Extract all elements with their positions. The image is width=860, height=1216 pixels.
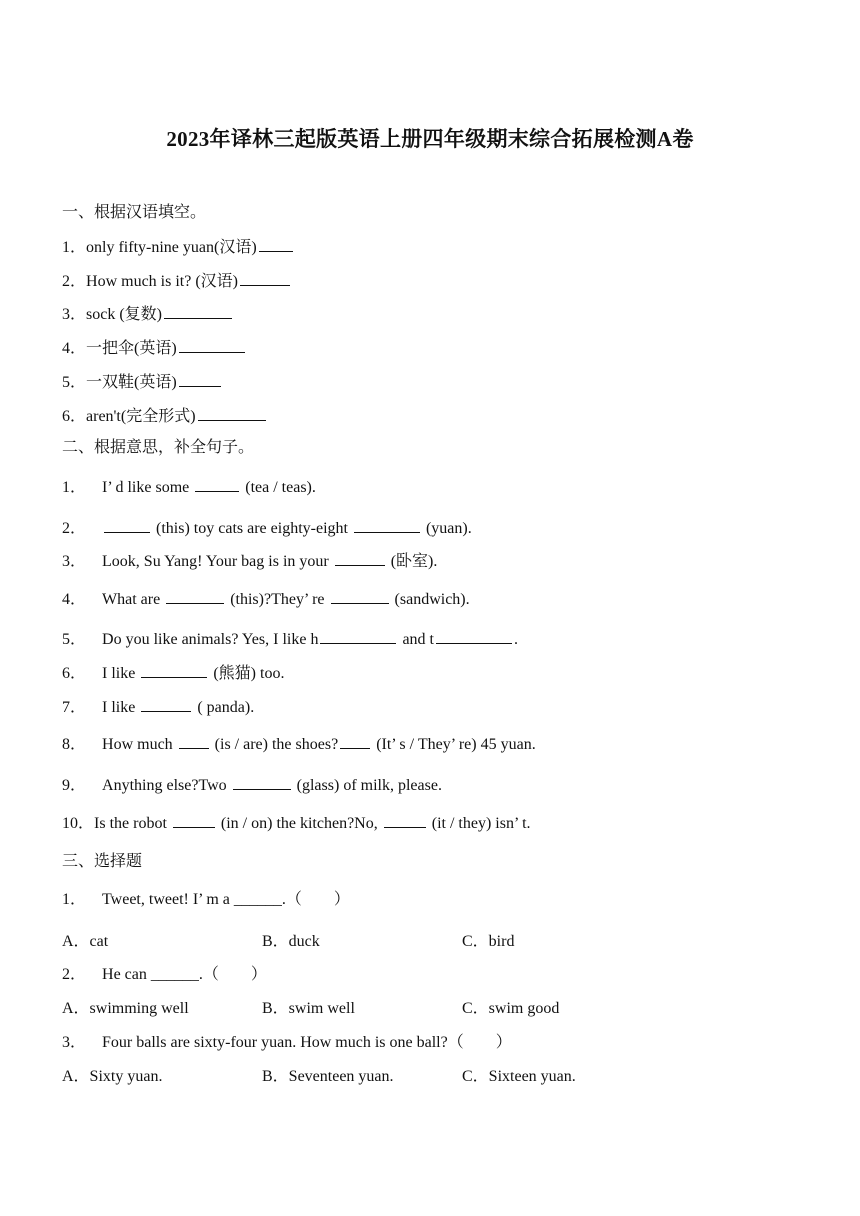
question-hint: (glass) of milk, please. (296, 777, 442, 794)
question-number: 3． (62, 1034, 87, 1051)
question-number: 1． (62, 239, 87, 256)
option-c[interactable]: C．swim good (462, 1000, 560, 1017)
s2-question-3 (62, 551, 437, 572)
question-hint: (tea / teas). (245, 479, 316, 496)
option-c[interactable]: C．Sixteen yuan. (462, 1068, 576, 1085)
question-number: 2． (62, 966, 87, 983)
question-number: 2． (62, 520, 87, 537)
s1-question-3 (62, 304, 234, 325)
s2-question-2 (62, 518, 472, 539)
question-number: 4． (62, 340, 87, 357)
answer-blank[interactable] (259, 237, 293, 252)
question-hint: ( panda). (197, 699, 255, 716)
question-number: 6． (62, 408, 87, 425)
question-number: 3． (62, 306, 87, 323)
s2-question-7 (62, 697, 254, 718)
s1-question-4 (62, 338, 247, 359)
question-number: 10． (62, 815, 95, 832)
option-b[interactable]: B．Seventeen yuan. (262, 1068, 394, 1085)
answer-blank[interactable] (233, 775, 291, 790)
s2-question-5 (62, 629, 518, 650)
option-a[interactable]: A．cat (62, 933, 109, 950)
question-text: Look, Su Yang! Your bag is in your (102, 553, 329, 570)
question-text: aren't(完全形式) (86, 408, 196, 425)
question-text: (in / on) the kitchen?No, (220, 815, 378, 832)
answer-blank[interactable] (320, 629, 396, 644)
question-text: Anything else?Two (102, 777, 227, 794)
question-text: only fifty-nine yuan(汉语) (86, 239, 257, 256)
answer-blank[interactable] (179, 734, 209, 749)
s3-question-1 (62, 890, 350, 910)
question-number: 9． (62, 777, 87, 794)
answer-blank[interactable] (104, 518, 150, 533)
answer-blank[interactable] (384, 813, 426, 828)
answer-blank[interactable] (195, 477, 239, 492)
question-text: and t (402, 631, 434, 648)
question-text: Tweet, tweet! I’ m a ______.（ ） (102, 891, 350, 908)
question-text: Four balls are sixty-four yuan. How much is one ball?（ ） (102, 1034, 512, 1051)
s2-question-4 (62, 589, 470, 610)
answer-blank[interactable] (436, 629, 512, 644)
question-text: (is / are) the shoes? (214, 736, 339, 753)
question-number: 7． (62, 699, 87, 716)
question-text: Is the robot (94, 815, 167, 832)
question-text: I’ d like some (102, 479, 190, 496)
answer-blank[interactable] (240, 271, 290, 286)
answer-blank[interactable] (198, 406, 266, 421)
section-1-heading: 一、根据汉语填空。 (62, 204, 207, 221)
question-number: 4． (62, 591, 87, 608)
question-number: 3． (62, 553, 87, 570)
question-hint: (卧室). (390, 553, 438, 570)
question-text: 一双鞋(英语) (86, 374, 177, 391)
s2-question-9 (62, 775, 442, 796)
question-text: Do you like animals? Yes, I like h (102, 631, 319, 648)
s1-question-5 (62, 372, 223, 393)
answer-blank[interactable] (179, 338, 245, 353)
section-2-heading: 二、根据意思，补全句子。 (62, 439, 255, 456)
question-number: 5． (62, 374, 87, 391)
answer-blank[interactable] (340, 734, 370, 749)
s1-question-1 (62, 237, 295, 258)
question-text: How much is it? (汉语) (86, 273, 238, 290)
question-hint: (yuan). (425, 520, 472, 537)
question-text: sock (复数) (86, 306, 163, 323)
question-hint: (sandwich). (394, 591, 470, 608)
answer-blank[interactable] (141, 663, 207, 678)
section-3-heading: 三、选择题 (62, 853, 143, 870)
question-text: (this) toy cats are eighty-eight (156, 520, 348, 537)
answer-blank[interactable] (335, 551, 385, 566)
question-number: 6． (62, 665, 87, 682)
answer-blank[interactable] (179, 372, 221, 387)
question-text: I like (102, 699, 136, 716)
s3-question-2 (62, 965, 267, 985)
option-c[interactable]: C．bird (462, 933, 515, 950)
answer-blank[interactable] (141, 697, 191, 712)
question-text: He can ______.（ ） (102, 966, 267, 983)
question-text: What are (102, 591, 161, 608)
question-number: 8． (62, 736, 87, 753)
page-title: 2023年译林三起版英语上册四年级期末综合拓展检测A卷 (166, 127, 694, 151)
question-text: 一把伞(英语) (86, 340, 177, 357)
s2-question-8 (62, 734, 536, 755)
question-number: 1． (62, 891, 87, 908)
option-a[interactable]: A．swimming well (62, 1000, 189, 1017)
s1-question-6 (62, 406, 268, 427)
question-number: 5． (62, 631, 87, 648)
answer-blank[interactable] (166, 589, 224, 604)
s2-question-6 (62, 663, 284, 684)
s1-question-2 (62, 271, 292, 292)
question-hint: (it / they) isn’ t. (431, 815, 531, 832)
answer-blank[interactable] (173, 813, 215, 828)
s2-question-10 (62, 813, 531, 834)
s2-question-1 (62, 477, 316, 498)
question-number: 1． (62, 479, 87, 496)
answer-blank[interactable] (164, 304, 232, 319)
question-number: 2． (62, 273, 87, 290)
answer-blank[interactable] (354, 518, 420, 533)
question-hint: (It’ s / They’ re) 45 yuan. (376, 736, 536, 753)
question-text: (this)?They’ re (230, 591, 325, 608)
option-b[interactable]: B．duck (262, 933, 320, 950)
question-punct: . (513, 631, 518, 648)
question-text: I like (102, 665, 136, 682)
answer-blank[interactable] (331, 589, 389, 604)
question-text: How much (102, 736, 173, 753)
question-hint: (熊猫) too. (213, 665, 285, 682)
option-b[interactable]: B．swim well (262, 1000, 355, 1017)
option-a[interactable]: A．Sixty yuan. (62, 1068, 163, 1085)
s3-question-3 (62, 1033, 512, 1053)
